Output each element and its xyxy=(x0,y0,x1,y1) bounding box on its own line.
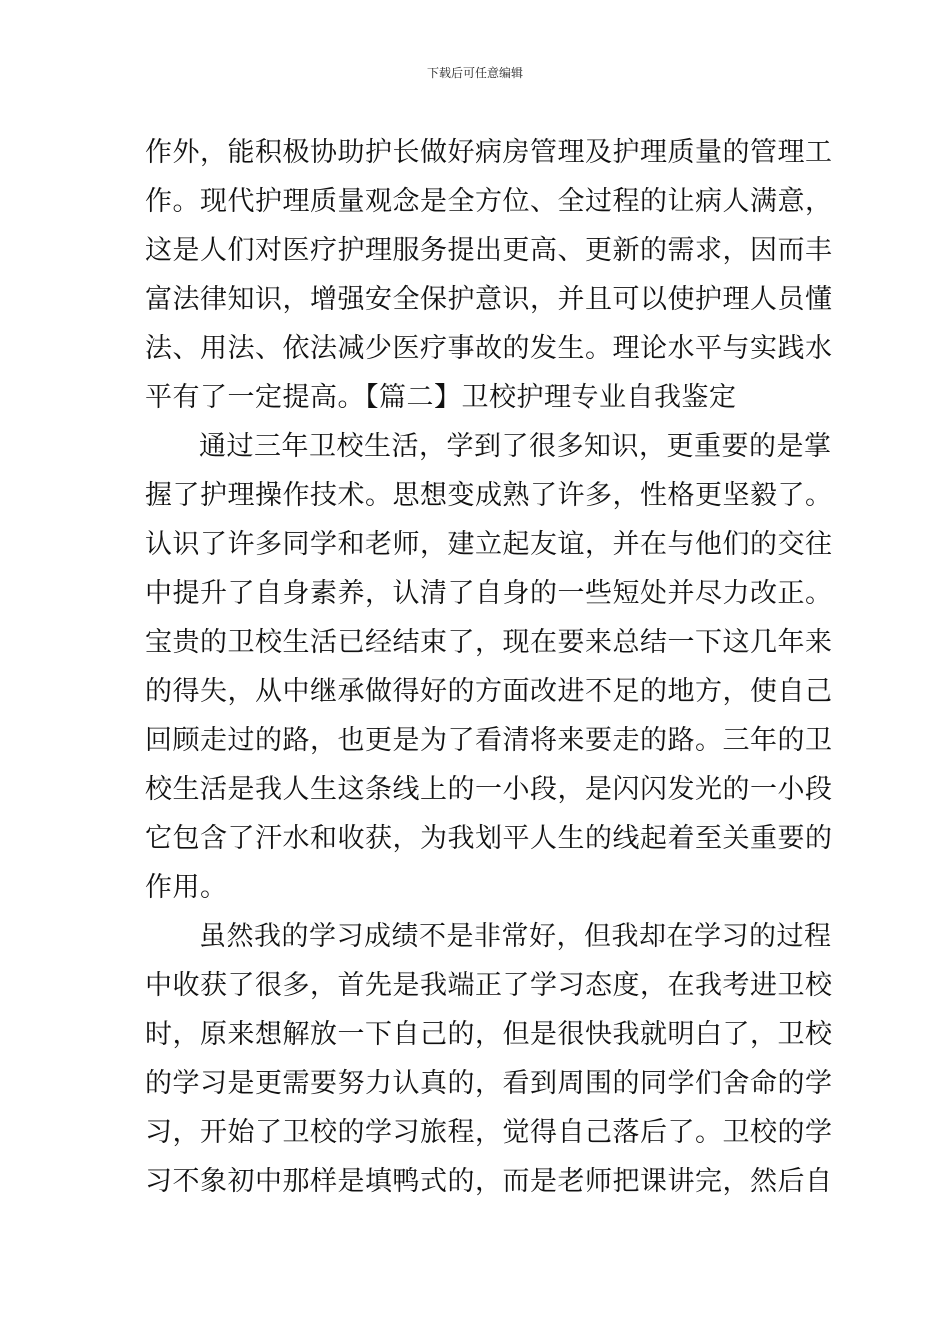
text-line: 作。现代护理质量观念是全方位、全过程的让病人满意， xyxy=(145,186,833,217)
document-body xyxy=(145,128,833,1206)
text-line: 平有了一定提高。【篇二】卫校护理专业自我鉴定 xyxy=(145,382,737,413)
paragraph-continuation xyxy=(145,128,833,422)
text-line: 的学习是更需要努力认真的，看到周围的同学们舍命的学 xyxy=(145,1068,833,1099)
text-line: 法、用法、依法减少医疗事故的发生。理论水平与实践水 xyxy=(145,333,833,364)
text-line: 中提升了自身素养，认清了自身的一些短处并尽力改正。 xyxy=(145,578,833,609)
paragraph-school-life xyxy=(145,422,833,912)
text-line: 回顾走过的路，也更是为了看清将来要走的路。三年的卫 xyxy=(145,725,833,756)
text-line: 时，原来想解放一下自己的，但是很快我就明白了，卫校 xyxy=(145,1019,833,1050)
text-line: 认识了许多同学和老师，建立起友谊，并在与他们的交往 xyxy=(145,529,833,560)
paragraph-study xyxy=(145,912,833,1206)
text-line: 作外，能积极协助护长做好病房管理及护理质量的管理工 xyxy=(145,137,833,168)
text-line: 宝贵的卫校生活已经结束了，现在要来总结一下这几年来 xyxy=(145,627,833,658)
text-line: 虽然我的学习成绩不是非常好，但我却在学习的过程 xyxy=(199,921,832,952)
text-line: 作用。 xyxy=(145,872,228,903)
text-line: 习不象初中那样是填鸭式的，而是老师把课讲完，然后自 xyxy=(145,1166,833,1197)
text-line: 它包含了汗水和收获，为我划平人生的线起着至关重要的 xyxy=(145,823,833,854)
text-line: 通过三年卫校生活，学到了很多知识，更重要的是掌 xyxy=(199,431,832,462)
text-line: 的得失，从中继承做得好的方面改进不足的地方，使自己 xyxy=(145,676,833,707)
page-header: 下载后可任意编辑 xyxy=(426,66,523,80)
text-line: 握了护理操作技术。思想变成熟了许多，性格更坚毅了。 xyxy=(145,480,833,511)
text-line: 中收获了很多，首先是我端正了学习态度，在我考进卫校 xyxy=(145,970,833,1001)
text-line: 习，开始了卫校的学习旅程，觉得自己落后了。卫校的学 xyxy=(145,1117,833,1148)
text-line: 这是人们对医疗护理服务提出更高、更新的需求，因而丰 xyxy=(145,235,833,266)
text-line: 校生活是我人生这条线上的一小段，是闪闪发光的一小段 xyxy=(145,774,833,805)
text-line: 富法律知识，增强安全保护意识，并且可以使护理人员懂 xyxy=(145,284,833,315)
